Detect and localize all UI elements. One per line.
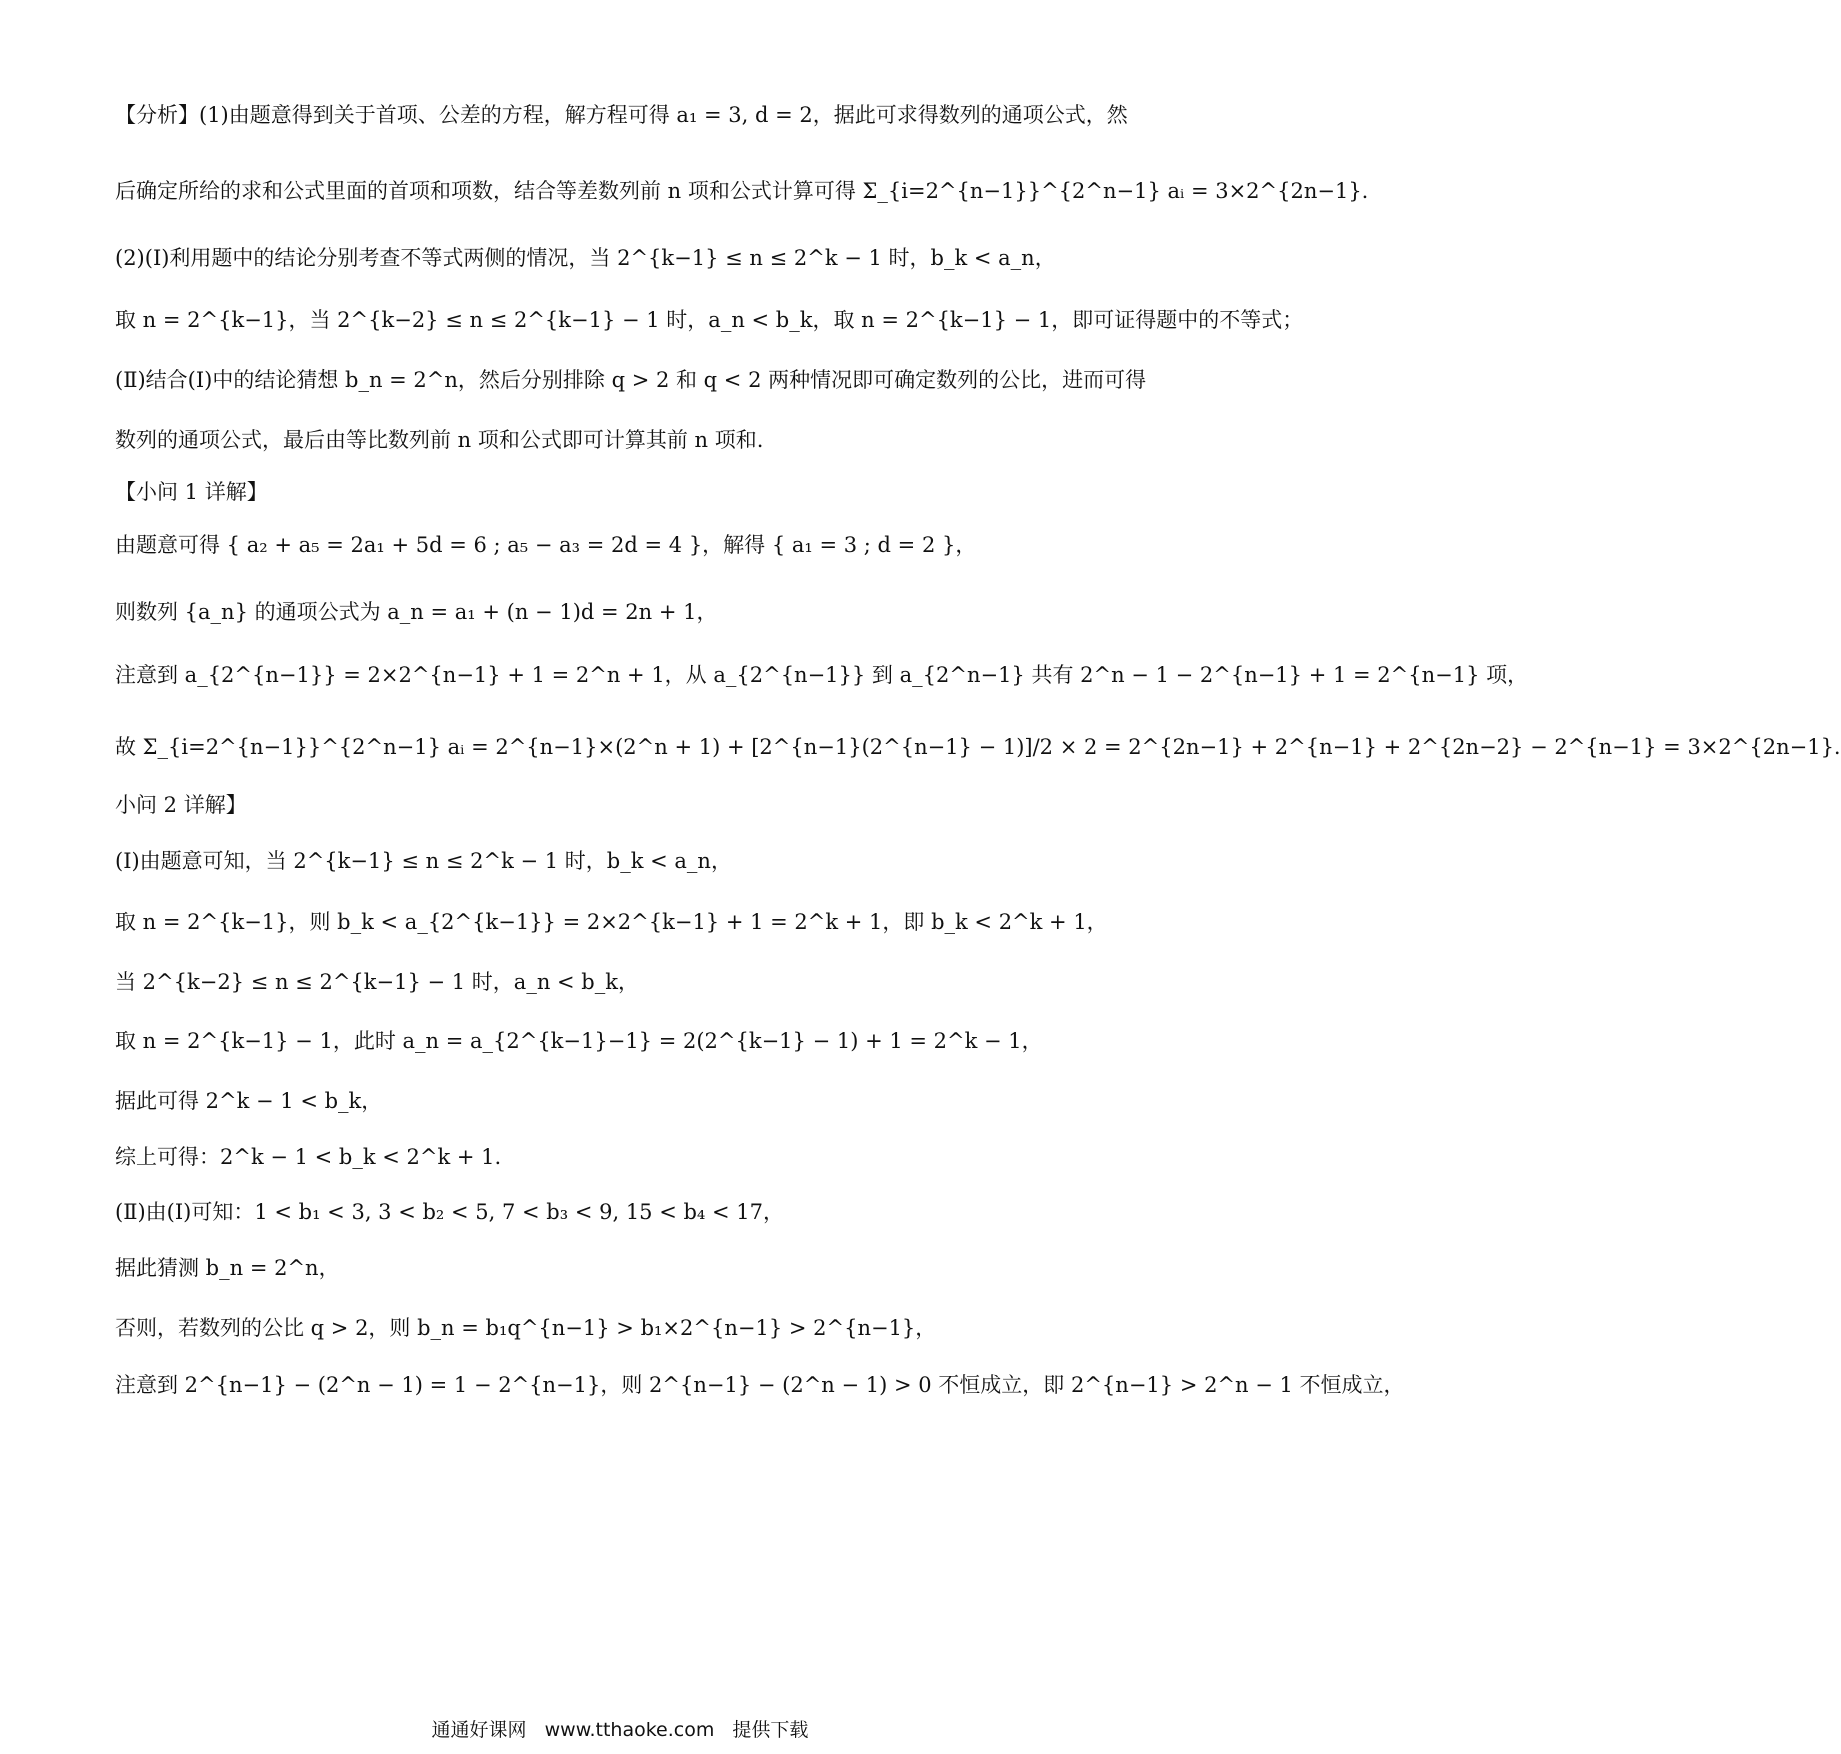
text-line: 后确定所给的求和公式里面的首项和项数，结合等差数列前 n 项和公式计算可得 Σ_{i=2^{n−1}}^{2^n−1} aᵢ = 3×2^{2n−1}. bbox=[115, 179, 1369, 203]
footer-site-name: 通通好课网 bbox=[431, 1719, 527, 1741]
text-line: (Ⅱ)结合(Ⅰ)中的结论猜想 b_n = 2^n，然后分别排除 q > 2 和 q < 2 两种情况即可确定数列的公比，进而可得 bbox=[115, 368, 1147, 392]
section-heading: 【小问 1 详解】 bbox=[115, 480, 268, 504]
text-line: 否则，若数列的公比 q > 2，则 b_n = b₁q^{n−1} > b₁×2^{n−1} > 2^{n−1}， bbox=[115, 1316, 937, 1340]
text-line: 取 n = 2^{k−1}，则 b_k < a_{2^{k−1}} = 2×2^{k−1} + 1 = 2^k + 1，即 b_k < 2^k + 1， bbox=[115, 910, 1108, 934]
text-line: 据此猜测 b_n = 2^n， bbox=[115, 1256, 340, 1280]
text-line: 取 n = 2^{k−1} − 1，此时 a_n = a_{2^{k−1}−1} = 2(2^{k−1} − 1) + 1 = 2^k − 1， bbox=[115, 1029, 1043, 1053]
text-line: (Ⅱ)由(Ⅰ)可知：1 < b₁ < 3, 3 < b₂ < 5, 7 < b₃ < 9, 15 < b₄ < 17， bbox=[115, 1200, 785, 1224]
text-line: 注意到 2^{n−1} − (2^n − 1) = 1 − 2^{n−1}，则 2^{n−1} − (2^n − 1) > 0 不恒成立，即 2^{n−1} > 2^n − 1 不恒成立， bbox=[115, 1373, 1405, 1397]
text-line: 数列的通项公式，最后由等比数列前 n 项和公式即可计算其前 n 项和. bbox=[115, 428, 764, 452]
footer-suffix: 提供下载 bbox=[732, 1719, 809, 1741]
text-line: 当 2^{k−2} ≤ n ≤ 2^{k−1} − 1 时，a_n < b_k， bbox=[115, 970, 639, 994]
text-line: 【分析】(1)由题意得到关于首项、公差的方程，解方程可得 a₁ = 3, d = 2，据此可求得数列的通项公式，然 bbox=[115, 103, 1128, 127]
text-line: 据此可得 2^k − 1 < b_k， bbox=[115, 1089, 383, 1113]
text-line: (2)(Ⅰ)利用题中的结论分别考查不等式两侧的情况，当 2^{k−1} ≤ n ≤ 2^k − 1 时，b_k < a_n， bbox=[115, 246, 1056, 270]
page-footer bbox=[0, 1715, 1240, 1742]
text-line: 由题意可得 { a₂ + a₅ = 2a₁ + 5d = 6 ; a₅ − a₃ = 2d = 4 }，解得 { a₁ = 3 ; d = 2 }， bbox=[115, 533, 977, 557]
text-line: 故 Σ_{i=2^{n−1}}^{2^n−1} aᵢ = 2^{n−1}×(2^n + 1) + [2^{n−1}(2^{n−1} − 1)]/2 × 2 = 2^{2n−1} + 2^{n−1} + 2^{2n−2} − 2^{n−1} = 3×2^{2n−1}. bbox=[115, 735, 1841, 759]
text-line: 综上可得：2^k − 1 < b_k < 2^k + 1. bbox=[115, 1145, 502, 1169]
text-line: (Ⅰ)由题意可知，当 2^{k−1} ≤ n ≤ 2^k − 1 时，b_k < a_n， bbox=[115, 849, 732, 873]
text-line: 注意到 a_{2^{n−1}} = 2×2^{n−1} + 1 = 2^n + 1，从 a_{2^{n−1}} 到 a_{2^n−1} 共有 2^n − 1 − 2^{n−1} + 1 = 2^{n−1} 项， bbox=[115, 663, 1529, 687]
text-line: 则数列 {a_n} 的通项公式为 a_n = a₁ + (n − 1)d = 2n + 1， bbox=[115, 600, 718, 624]
section-heading: 小问 2 详解】 bbox=[115, 793, 247, 817]
text-line: 取 n = 2^{k−1}，当 2^{k−2} ≤ n ≤ 2^{k−1} − 1 时，a_n < b_k，取 n = 2^{k−1} − 1，即可证得题中的不等式； bbox=[115, 308, 1304, 332]
footer-url[interactable]: www.tthaoke.com bbox=[544, 1719, 715, 1741]
